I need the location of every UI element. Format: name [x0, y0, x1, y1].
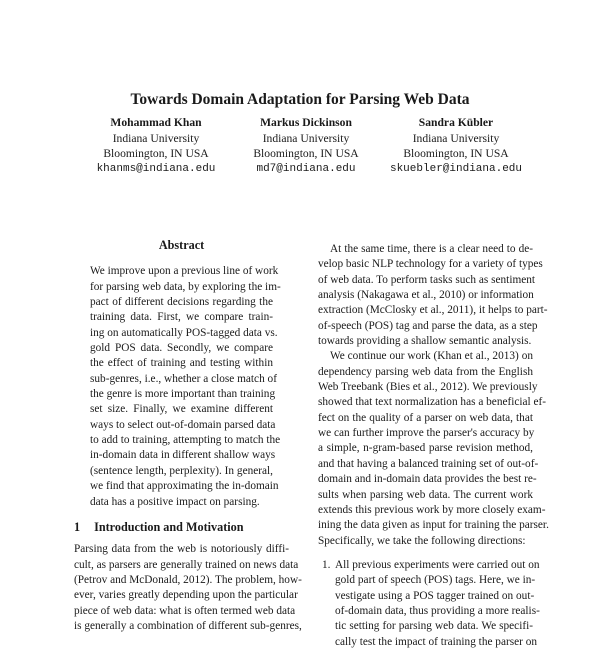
section-title: Introduction and Motivation	[94, 519, 244, 534]
text-line: we can further improve the parser's accuracy by	[318, 427, 535, 440]
text-line: gold POS data. Secondly, we compare	[90, 342, 273, 355]
author-email: khanms@indiana.edu	[96, 162, 216, 175]
section-number: 1	[74, 519, 81, 534]
left-column	[74, 238, 302, 634]
text-line: We continue our work (Khan et al., 2013) on	[330, 350, 533, 363]
text-line: cult, as parsers are generally trained on news data	[74, 558, 299, 571]
text-line: ining the data given as input for training the parser.	[318, 519, 549, 532]
text-line: sults when parsing web data. The current work	[318, 488, 533, 501]
text-line: we find that approximating the in-domain	[90, 480, 279, 493]
text-line: All previous experiments were carried out on	[335, 558, 540, 571]
text-line: to add to training, attempting to match the	[90, 434, 281, 447]
text-line: (sentence length, perplexity). In general,	[90, 464, 273, 477]
text-line: (Petrov and McDonald, 2012). The problem, how-	[74, 573, 302, 586]
text-line: pact of different decisions regarding the	[90, 296, 273, 309]
author-name: Markus Dickinson	[260, 116, 352, 129]
text-line: piece of web data: what is often termed web data	[74, 604, 296, 617]
text-line: Specifically, we take the following directions:	[318, 534, 526, 547]
text-line: of web data. To perform tasks such as sentiment	[318, 273, 536, 286]
author-affiliation: Indiana University	[262, 131, 350, 145]
author-affiliation: Indiana University	[112, 131, 200, 145]
text-line: cally test the impact of training the parser on	[335, 635, 538, 648]
text-line: domain and in-domain data provides the best re-	[318, 473, 537, 486]
text-line: ways to select out-of-domain parsed data	[90, 418, 276, 431]
text-line: of-domain data, thus providing a more realis-	[335, 604, 540, 617]
text-line: the genre is more important than training	[90, 388, 276, 401]
text-line: in-domain data in different shallow ways	[90, 449, 276, 462]
section-body	[74, 542, 302, 634]
text-line: is generally a combination of different sub-genres,	[74, 619, 302, 632]
text-line: fect on the quality of a parser on web data, that	[318, 411, 533, 424]
abstract-heading: Abstract	[158, 238, 205, 252]
author-name: Mohammad Khan	[110, 116, 202, 129]
author-block	[371, 115, 541, 177]
text-line: the effect of training and testing within	[90, 357, 273, 370]
text-line: ing on automatically POS-tagged data vs.	[90, 326, 278, 339]
text-line: set size. Finally, we examine different	[90, 403, 273, 416]
text-line: extraction (McClosky et al., 2011), it helps to part-	[318, 304, 548, 317]
author-email: skuebler@indiana.edu	[389, 162, 523, 175]
author-location: Bloomington, IN USA	[403, 147, 509, 160]
author-block	[71, 115, 241, 177]
text-line: gold part of speech (POS) tags. Here, we in-	[335, 574, 536, 587]
author-block	[221, 115, 391, 177]
text-line: dependency parsing web data from the English	[318, 365, 533, 378]
author-name: Sandra Kübler	[418, 116, 494, 129]
text-line: showed that text normalization has a beneficial ef-	[318, 396, 547, 409]
author-email: md7@indiana.edu	[256, 162, 356, 175]
text-line: training data. First, we compare train-	[90, 311, 273, 324]
text-line: At the same time, there is a clear need to de-	[330, 243, 533, 255]
text-line: vestigate using a POS tagger trained on out-	[335, 589, 535, 602]
text-line: Parsing data from the web is notoriously diffi-	[74, 543, 289, 556]
text-line: of-speech (POS) tag and parse the data, as a step	[318, 319, 538, 332]
author-location: Bloomington, IN USA	[253, 147, 359, 160]
text-line: data has a positive impact on parsing.	[90, 495, 260, 508]
text-line: for parsing web data, by exploring the im-	[90, 280, 281, 293]
text-line: and that having a balanced training set of out-of-	[318, 457, 539, 470]
text-line: tic setting for parsing web data. We specifi-	[335, 620, 533, 633]
paragraph	[318, 349, 549, 548]
text-line: We improve upon a previous line of work	[90, 265, 279, 278]
list-item-text	[335, 558, 540, 650]
list-item	[318, 558, 540, 650]
author-affiliation: Indiana University	[412, 131, 500, 145]
text-line: towards providing a shallow semantic analysis.	[318, 335, 532, 348]
text-line: ever, varies greatly depending upon the particular	[74, 589, 298, 602]
author-location: Bloomington, IN USA	[103, 147, 209, 160]
text-line: extends this previous work by more closely exam-	[318, 503, 546, 516]
paper-title: Towards Domain Adaptation for Parsing Web Data	[130, 91, 470, 108]
text-line: analysis (Nakagawa et al., 2010) or information	[318, 289, 534, 302]
text-line: sub-genres, i.e., whether a close match of	[90, 372, 277, 385]
text-line: Web Treebank (Bies et al., 2012). We previously	[318, 381, 538, 394]
text-line: a simple, n-gram-based parse revision method,	[318, 442, 533, 455]
section-heading	[74, 520, 289, 535]
abstract-body	[90, 264, 281, 510]
text-line: velop basic NLP technology for a variety of types	[318, 258, 543, 271]
right-column	[318, 242, 549, 650]
paragraph	[318, 242, 548, 349]
list-marker: 1.	[322, 558, 331, 571]
